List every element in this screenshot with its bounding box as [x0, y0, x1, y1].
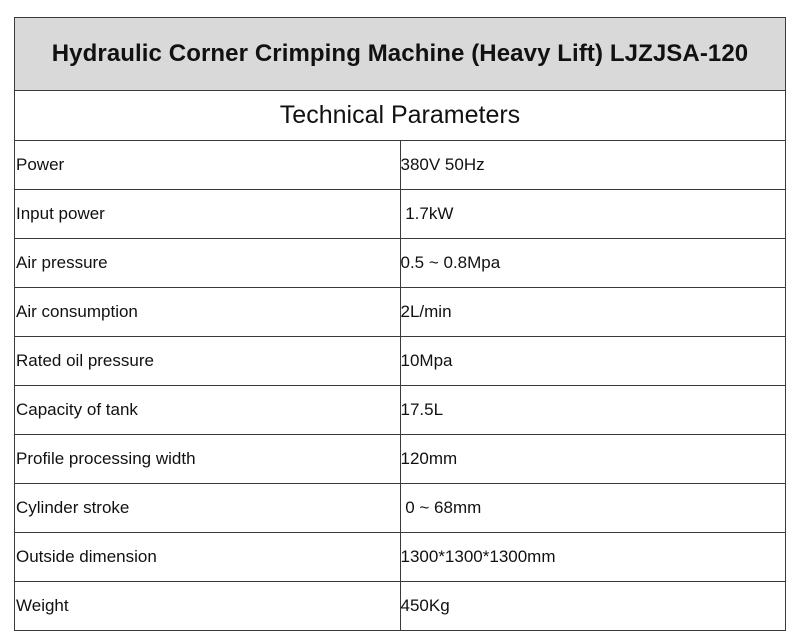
- machine-title: Hydraulic Corner Crimping Machine (Heavy Lift) LJZJSA-120: [15, 18, 786, 91]
- table-row: [15, 533, 786, 582]
- param-label: Capacity of tank: [15, 386, 401, 435]
- param-value: 1.7kW: [400, 190, 786, 239]
- param-label: Input power: [15, 190, 401, 239]
- param-value: 380V 50Hz: [400, 141, 786, 190]
- param-value: 17.5L: [400, 386, 786, 435]
- table-row: [15, 484, 786, 533]
- table-row: [15, 435, 786, 484]
- table-row: [15, 239, 786, 288]
- table-row: [15, 190, 786, 239]
- param-value: 2L/min: [400, 288, 786, 337]
- table-row: [15, 141, 786, 190]
- param-value: 450Kg: [400, 582, 786, 631]
- param-value: 0 ~ 68mm: [400, 484, 786, 533]
- param-label: Rated oil pressure: [15, 337, 401, 386]
- param-value: 0.5 ~ 0.8Mpa: [400, 239, 786, 288]
- param-label: Profile processing width: [15, 435, 401, 484]
- param-value: 10Mpa: [400, 337, 786, 386]
- param-value: 1300*1300*1300mm: [400, 533, 786, 582]
- param-label: Air consumption: [15, 288, 401, 337]
- table-row: [15, 582, 786, 631]
- param-label: Outside dimension: [15, 533, 401, 582]
- table-row: [15, 288, 786, 337]
- param-label: Weight: [15, 582, 401, 631]
- param-value: 120mm: [400, 435, 786, 484]
- technical-parameters-table: [14, 17, 786, 631]
- table-row: [15, 386, 786, 435]
- param-label: Power: [15, 141, 401, 190]
- section-subtitle: Technical Parameters: [15, 91, 786, 141]
- table-row: [15, 337, 786, 386]
- param-label: Cylinder stroke: [15, 484, 401, 533]
- param-label: Air pressure: [15, 239, 401, 288]
